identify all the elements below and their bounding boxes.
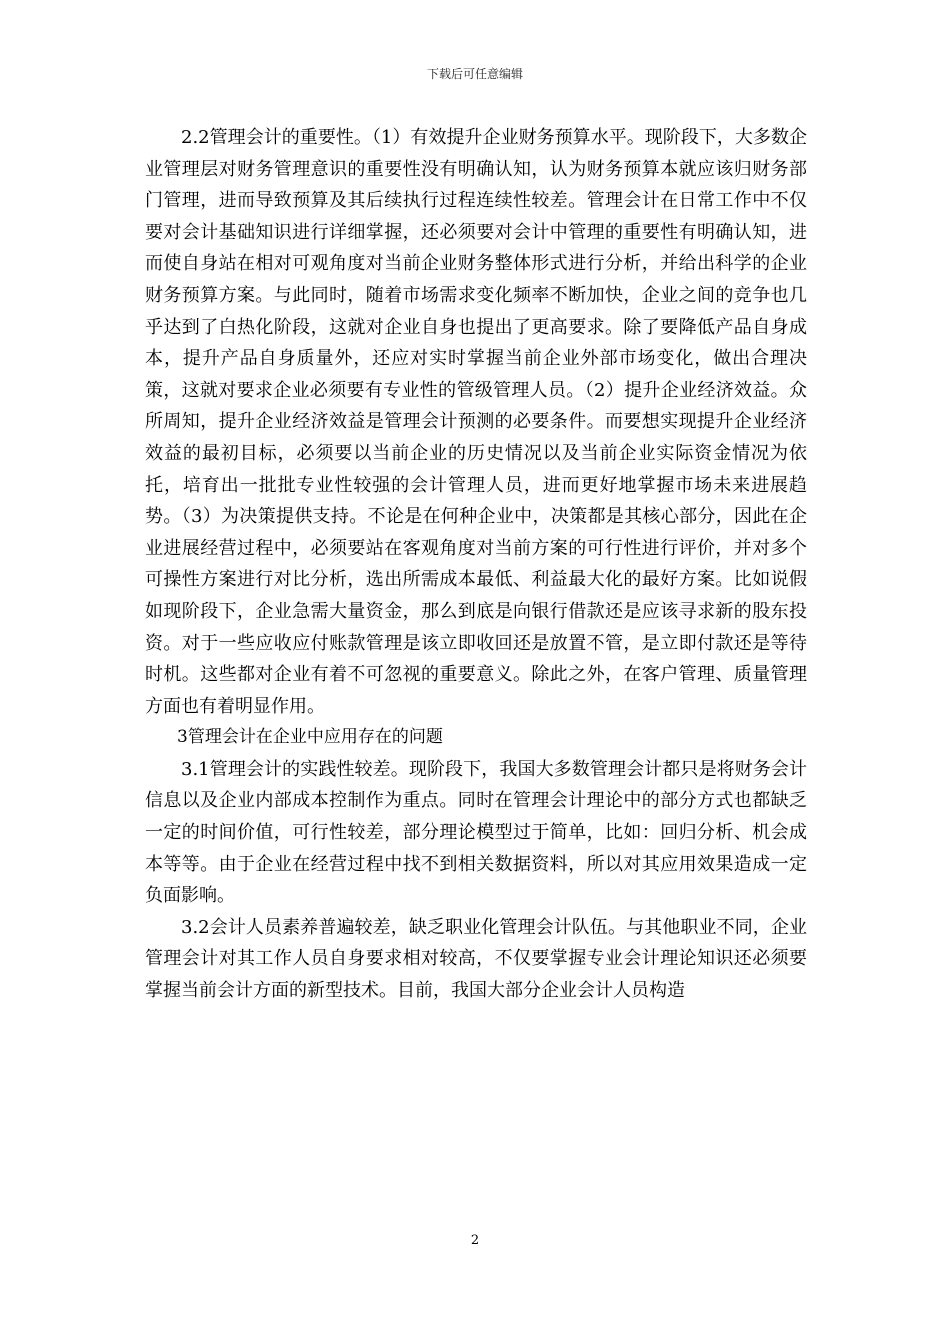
section-heading-problems: 3管理会计在企业中应用存在的问题 bbox=[177, 727, 443, 748]
paragraph-importance: 2.2管理会计的重要性。（1）有效提升企业财务预算水平。现阶段下，大多数企业管理层对财务管理意识的重要性没有明确认知，认为财务预算本就应该归财务部门管理，进而导致预算及其后续执行过程连续性较差。管理会计在日常工作中不仅要对会计基础知识进行详细掌握，还必须要对会计中管理的重要性有明确认知，进而使自身站在相对可观角度对当前企业财务整体形式进行分析，并给出科学的企业财务预算方案。与此同时，随着市场需求变化频率不断加快，企业之间的竞争也几乎达到了白热化阶段，这就对企业自身也提出了更高要求。除了要降低产品自身成本，提升产品自身质量外，还应对实时掌握当前企业外部市场变化，做出合理决策，这就对要求企业必须要有专业性的管级管理人员。（2）提升企业经济效益。众所周知，提升企业经济效益是管理会计预测的必要条件。而要想实现提升企业经济效益的最初目标，必须要以当前企业的历史情况以及当前企业实际资金情况为依托，培育出一批批专业性较强的会计管理人员，进而更好地掌握市场未来进展趋势。（3）为决策提供支持。不论是在何种企业中，决策都是其核心部分，因此在企业进展经营过程中，必须要站在客观角度对当前方案的可行性进行评价，并对多个可操性方案进行对比分析，选出所需成本最低、利益最大化的最好方案。比如说假如现阶段下，企业急需大量资金，那么到底是向银行借款还是应该寻求新的股东投资。对于一些应收应付账款管理是该立即收回还是放置不管，是立即付款还是等待时机。这些都对企业有着不可忽视的重要意义。除此之外，在客户管理、质量管理方面也有着明显作用。 bbox=[145, 127, 807, 717]
paragraph-practicality: 3.1管理会计的实践性较差。现阶段下，我国大多数管理会计都只是将财务会计信息以及企业内部成本控制作为重点。同时在管理会计理论中的部分方式也都缺乏一定的时间价值，可行性较差，部分理论模型过于简单，比如：回归分析、机会成本等等。由于企业在经营过程中找不到相关数据资料，所以对其应用效果造成一定负面影响。 bbox=[145, 758, 807, 907]
paragraph-staff-quality: 3.2会计人员素养普遍较差，缺乏职业化管理会计队伍。与其他职业不同，企业管理会计对其工作人员自身要求相对较高，不仅要掌握专业会计理论知识还必须要掌握当前会计方面的新型技术。目前，我国大部分企业会计人员构造 bbox=[145, 916, 807, 1002]
document-body bbox=[145, 122, 807, 1007]
page-number: 2 bbox=[470, 1233, 480, 1248]
page-header: 下载后可任意编辑 bbox=[426, 67, 523, 81]
